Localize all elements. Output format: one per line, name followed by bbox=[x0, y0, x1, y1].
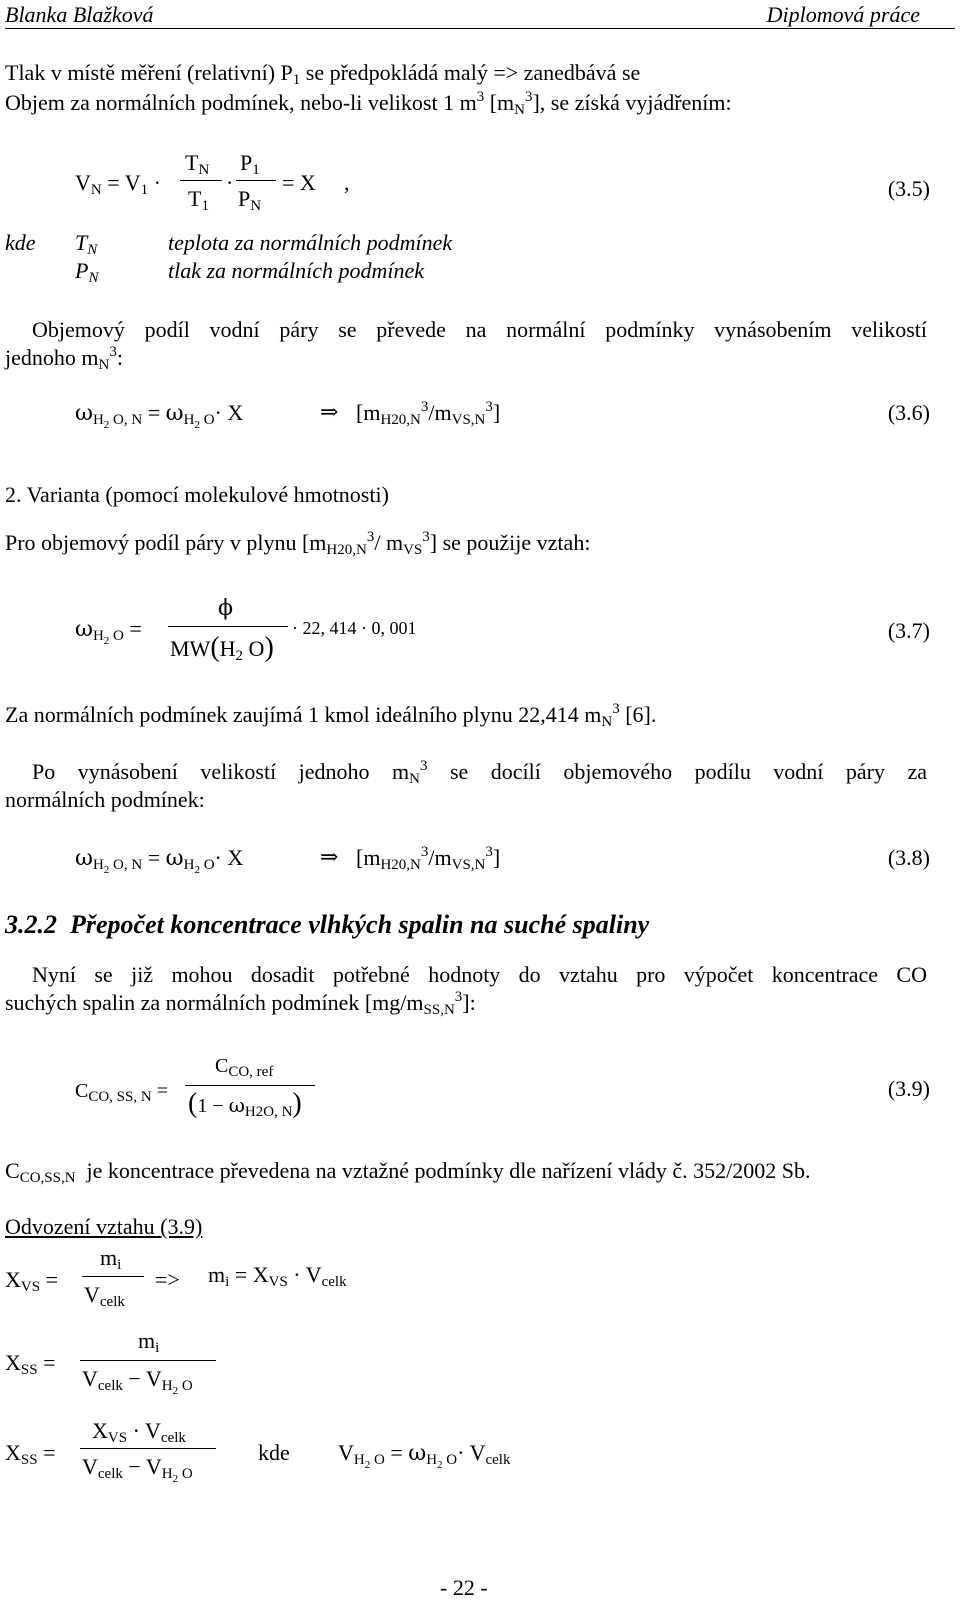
header-doc-type: Diplomová práce bbox=[766, 2, 920, 27]
derivation-title: Odvození vztahu (3.9) bbox=[5, 1214, 203, 1239]
def-symbol-pn: $P_N$ bbox=[75, 258, 99, 286]
header-author: Blanka Blažková bbox=[5, 2, 154, 27]
equation-3-9-number: (3.9) bbox=[887, 1076, 930, 1101]
para-volume-line-2: jednoho $m_N^3$: bbox=[5, 344, 123, 373]
equation-3-7-constant: 22, 414 · 0, 001 bbox=[302, 618, 417, 638]
para-now-line-2: suchých spalin za normálních podmínek $[mg/m_{SS,N}^3]$: bbox=[5, 989, 476, 1018]
para-now-line-1: Nyní se již mohou dosadit potřebné hodnoty do vztahu pro výpočet koncentrace CO bbox=[32, 962, 927, 987]
def-symbol-tn: $T_N$ bbox=[75, 230, 98, 258]
intro-line-1: Tlak v místě měření (relativní) $P_1$ se předpokládá malý => zanedbává se bbox=[5, 60, 641, 88]
para-cco: $C_{CO,SS,N}$ je koncentrace převedena na vztažné podmínky dle nařízení vlády č. 352/2002 Sb. bbox=[5, 1158, 811, 1186]
intro-line-2: Objem za normálních podmínek, nebo-li velikost 1 $m^3$ $[m_N^3]$, se získá vyjádřením: bbox=[5, 89, 732, 118]
equation-3-5-number: (3.5) bbox=[887, 176, 930, 201]
def-text-pn: tlak za normálních podmínek bbox=[168, 258, 425, 283]
variant-2-text: Pro objemový podíl páry v plynu [$m_{H20,N}^3/$ $m_{VS}^3$] se použije vztah: bbox=[5, 529, 591, 558]
para-volume-line-1: Objemový podíl vodní páry se převede na normální podmínky vynásobením velikostí bbox=[32, 317, 927, 342]
def-text-tn: teplota za normálních podmínek bbox=[168, 230, 453, 255]
where-label: kde bbox=[5, 230, 36, 255]
variant-2-title: 2. Varianta (pomocí molekulové hmotnosti) bbox=[5, 482, 389, 507]
equation-3-6-number: (3.6) bbox=[887, 400, 930, 425]
equation-3-7-number: (3.7) bbox=[887, 618, 930, 643]
header-rule bbox=[5, 28, 955, 29]
para-multiply-line-1: Po vynásobení velikostí jednoho $m_N^3$ se docílí objemového podílu vodní páry za bbox=[32, 758, 928, 787]
equation-3-8-number: (3.8) bbox=[887, 845, 930, 870]
page-number: - 22 - bbox=[440, 1575, 488, 1600]
para-kmol: Za normálních podmínek zaujímá 1 kmol ideálního plynu 22,414 $m_N^3$ [6]. bbox=[5, 701, 657, 730]
para-multiply-line-2: normálních podmínek: bbox=[5, 787, 205, 812]
derivation-where-label: kde bbox=[258, 1440, 290, 1465]
section-heading: 3.2.2 Přepočet koncentrace vlhkých spalin na suché spaliny bbox=[5, 910, 650, 939]
